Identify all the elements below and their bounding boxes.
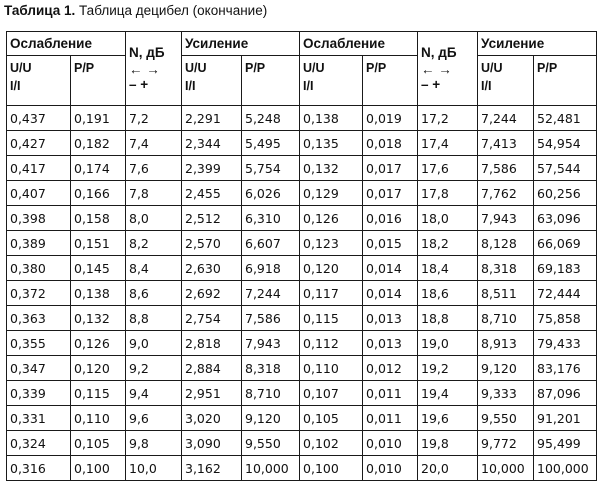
table-cell: 0,014: [363, 256, 418, 281]
table-cell: 8,6: [126, 281, 182, 306]
header-pp: P/P: [534, 56, 597, 106]
table-cell: 0,135: [300, 131, 363, 156]
ii-label: I/I: [481, 79, 492, 93]
header-pp: P/P: [71, 56, 126, 106]
table-cell: 7,762: [478, 181, 534, 206]
table-cell: 9,550: [478, 406, 534, 431]
header-uu-ii: [300, 56, 363, 106]
table-cell: 6,607: [242, 231, 300, 256]
table-cell: 0,011: [363, 381, 418, 406]
table-cell: 95,499: [534, 431, 597, 456]
table-cell: 5,248: [242, 106, 300, 131]
table-cell: 79,433: [534, 331, 597, 356]
table-cell: 9,550: [242, 431, 300, 456]
uu-label: U/U: [303, 61, 325, 75]
header-row-1: [7, 32, 597, 56]
table-cell: 0,372: [7, 281, 71, 306]
table-cell: 0,115: [300, 306, 363, 331]
table-row: [7, 381, 597, 406]
table-cell: 8,318: [478, 256, 534, 281]
table-row: [7, 281, 597, 306]
table-cell: 0,132: [300, 156, 363, 181]
table-cell: 0,013: [363, 331, 418, 356]
table-cell: 0,166: [71, 181, 126, 206]
table-row: [7, 431, 597, 456]
table-cell: 9,8: [126, 431, 182, 456]
table-cell: 9,333: [478, 381, 534, 406]
header-gain-left: Усиление: [182, 32, 300, 56]
header-pp: P/P: [363, 56, 418, 106]
table-cell: 17,4: [418, 131, 478, 156]
table-cell: 2,754: [182, 306, 242, 331]
signs-label: – +: [129, 77, 149, 92]
ndb-label: N, дБ: [129, 45, 165, 60]
table-cell: 18,0: [418, 206, 478, 231]
header-uu-ii: [7, 56, 71, 106]
table-cell: 3,162: [182, 456, 242, 481]
table-cell: 91,201: [534, 406, 597, 431]
table-cell: 18,6: [418, 281, 478, 306]
table-cell: 2,291: [182, 106, 242, 131]
table-cell: 2,630: [182, 256, 242, 281]
table-cell: 0,018: [363, 131, 418, 156]
table-cell: 0,014: [363, 281, 418, 306]
table-cell: 0,102: [300, 431, 363, 456]
table-cell: 0,107: [300, 381, 363, 406]
header-uu-ii: [478, 56, 534, 106]
header-attenuation-right: Ослабление: [300, 32, 418, 56]
table-cell: 7,244: [478, 106, 534, 131]
table-cell: 7,586: [242, 306, 300, 331]
table-cell: 0,380: [7, 256, 71, 281]
ii-label: I/I: [303, 79, 314, 93]
uu-label: U/U: [185, 61, 207, 75]
table-cell: 9,120: [478, 356, 534, 381]
table-cell: 0,398: [7, 206, 71, 231]
table-cell: 7,4: [126, 131, 182, 156]
table-row: [7, 256, 597, 281]
decibel-table: [6, 31, 597, 481]
table-cell: 0,363: [7, 306, 71, 331]
table-cell: 8,4: [126, 256, 182, 281]
table-cell: 7,943: [478, 206, 534, 231]
table-row: [7, 131, 597, 156]
table-cell: 2,512: [182, 206, 242, 231]
table-cell: 19,0: [418, 331, 478, 356]
table-cell: 5,495: [242, 131, 300, 156]
table-cell: 0,427: [7, 131, 71, 156]
table-cell: 3,020: [182, 406, 242, 431]
table-cell: 66,069: [534, 231, 597, 256]
signs-label: – +: [421, 77, 441, 92]
table-cell: 0,010: [363, 431, 418, 456]
table-cell: 0,123: [300, 231, 363, 256]
table-cell: 0,132: [71, 306, 126, 331]
ii-label: I/I: [10, 79, 21, 93]
table-cell: 8,318: [242, 356, 300, 381]
table-cell: 19,8: [418, 431, 478, 456]
table-cell: 2,951: [182, 381, 242, 406]
table-cell: 8,710: [242, 381, 300, 406]
table-cell: 9,772: [478, 431, 534, 456]
table-cell: 60,256: [534, 181, 597, 206]
table-row: [7, 406, 597, 431]
header-row-2: [7, 56, 597, 106]
table-cell: 0,331: [7, 406, 71, 431]
table-cell: 7,2: [126, 106, 182, 131]
table-cell: 8,710: [478, 306, 534, 331]
table-cell: 8,2: [126, 231, 182, 256]
table-cell: 0,437: [7, 106, 71, 131]
table-cell: 0,389: [7, 231, 71, 256]
table-cell: 0,129: [300, 181, 363, 206]
table-cell: 8,8: [126, 306, 182, 331]
table-row: [7, 456, 597, 481]
table-row: [7, 231, 597, 256]
table-cell: 10,000: [478, 456, 534, 481]
table-cell: 9,2: [126, 356, 182, 381]
table-caption: [4, 3, 267, 18]
table-row: [7, 356, 597, 381]
table-cell: 0,324: [7, 431, 71, 456]
table-row: [7, 106, 597, 131]
caption-text: Таблица децибел (окончание): [79, 3, 268, 18]
table-cell: 72,444: [534, 281, 597, 306]
table-cell: 2,884: [182, 356, 242, 381]
table-cell: 0,145: [71, 256, 126, 281]
table-cell: 5,754: [242, 156, 300, 181]
table-cell: 9,0: [126, 331, 182, 356]
table-cell: 0,012: [363, 356, 418, 381]
header-ndb-right: [418, 32, 478, 106]
table-cell: 0,013: [363, 306, 418, 331]
table-cell: 0,316: [7, 456, 71, 481]
arrows-label: ← →: [421, 62, 452, 77]
table-cell: 75,858: [534, 306, 597, 331]
table-cell: 2,570: [182, 231, 242, 256]
table-cell: 17,2: [418, 106, 478, 131]
table-cell: 0,407: [7, 181, 71, 206]
header-pp: P/P: [242, 56, 300, 106]
table-cell: 0,010: [363, 456, 418, 481]
table-cell: 63,096: [534, 206, 597, 231]
table-cell: 7,244: [242, 281, 300, 306]
table-cell: 2,818: [182, 331, 242, 356]
table-cell: 0,100: [300, 456, 363, 481]
table-row: [7, 306, 597, 331]
table-cell: 2,399: [182, 156, 242, 181]
table-cell: 0,126: [300, 206, 363, 231]
table-cell: 0,011: [363, 406, 418, 431]
table-cell: 8,128: [478, 231, 534, 256]
table-cell: 0,100: [71, 456, 126, 481]
table-cell: 100,000: [534, 456, 597, 481]
table-cell: 52,481: [534, 106, 597, 131]
table-cell: 3,090: [182, 431, 242, 456]
table-cell: 10,000: [242, 456, 300, 481]
table-row: [7, 206, 597, 231]
table-cell: 6,918: [242, 256, 300, 281]
table-cell: 8,913: [478, 331, 534, 356]
table-cell: 57,544: [534, 156, 597, 181]
table-cell: 0,151: [71, 231, 126, 256]
table-cell: 9,6: [126, 406, 182, 431]
table-cell: 0,138: [71, 281, 126, 306]
table-cell: 0,105: [71, 431, 126, 456]
table-cell: 0,105: [300, 406, 363, 431]
table-cell: 18,4: [418, 256, 478, 281]
table-cell: 7,6: [126, 156, 182, 181]
uu-label: U/U: [10, 61, 32, 75]
table-cell: 19,4: [418, 381, 478, 406]
table-cell: 2,344: [182, 131, 242, 156]
table-cell: 0,126: [71, 331, 126, 356]
table-cell: 7,586: [478, 156, 534, 181]
table-row: [7, 331, 597, 356]
table-cell: 17,8: [418, 181, 478, 206]
ndb-label: N, дБ: [421, 45, 457, 60]
table-cell: 6,310: [242, 206, 300, 231]
table-cell: 0,417: [7, 156, 71, 181]
ii-label: I/I: [185, 79, 196, 93]
table-cell: 0,115: [71, 381, 126, 406]
table-cell: 8,0: [126, 206, 182, 231]
header-attenuation-left: Ослабление: [7, 32, 126, 56]
table-cell: 17,6: [418, 156, 478, 181]
table-cell: 0,174: [71, 156, 126, 181]
table-cell: 19,2: [418, 356, 478, 381]
table-cell: 0,339: [7, 381, 71, 406]
table-cell: 0,182: [71, 131, 126, 156]
table-cell: 0,347: [7, 356, 71, 381]
caption-label: Таблица 1.: [4, 3, 76, 18]
table-row: [7, 181, 597, 206]
uu-label: U/U: [481, 61, 503, 75]
table-cell: 0,120: [71, 356, 126, 381]
table-cell: 6,026: [242, 181, 300, 206]
table-cell: 0,355: [7, 331, 71, 356]
table-cell: 0,017: [363, 181, 418, 206]
table-cell: 20,0: [418, 456, 478, 481]
table-cell: 0,191: [71, 106, 126, 131]
table-cell: 69,183: [534, 256, 597, 281]
table-cell: 2,692: [182, 281, 242, 306]
table-cell: 83,176: [534, 356, 597, 381]
table-cell: 9,4: [126, 381, 182, 406]
table-cell: 10,0: [126, 456, 182, 481]
table-cell: 0,110: [300, 356, 363, 381]
table-cell: 0,112: [300, 331, 363, 356]
table-cell: 0,120: [300, 256, 363, 281]
arrows-label: ← →: [129, 62, 160, 77]
header-uu-ii: [182, 56, 242, 106]
table-cell: 0,138: [300, 106, 363, 131]
table-cell: 0,117: [300, 281, 363, 306]
table-cell: 7,413: [478, 131, 534, 156]
table-cell: 7,8: [126, 181, 182, 206]
table-cell: 0,017: [363, 156, 418, 181]
table-cell: 0,158: [71, 206, 126, 231]
table-cell: 18,8: [418, 306, 478, 331]
table-cell: 0,015: [363, 231, 418, 256]
table-cell: 18,2: [418, 231, 478, 256]
header-ndb-left: [126, 32, 182, 106]
table-row: [7, 156, 597, 181]
table-cell: 0,019: [363, 106, 418, 131]
table-cell: 2,455: [182, 181, 242, 206]
table-cell: 9,120: [242, 406, 300, 431]
table-cell: 54,954: [534, 131, 597, 156]
table-cell: 19,6: [418, 406, 478, 431]
table-cell: 0,016: [363, 206, 418, 231]
table-cell: 87,096: [534, 381, 597, 406]
header-gain-right: Усиление: [478, 32, 597, 56]
table-cell: 7,943: [242, 331, 300, 356]
table-cell: 0,110: [71, 406, 126, 431]
table-cell: 8,511: [478, 281, 534, 306]
